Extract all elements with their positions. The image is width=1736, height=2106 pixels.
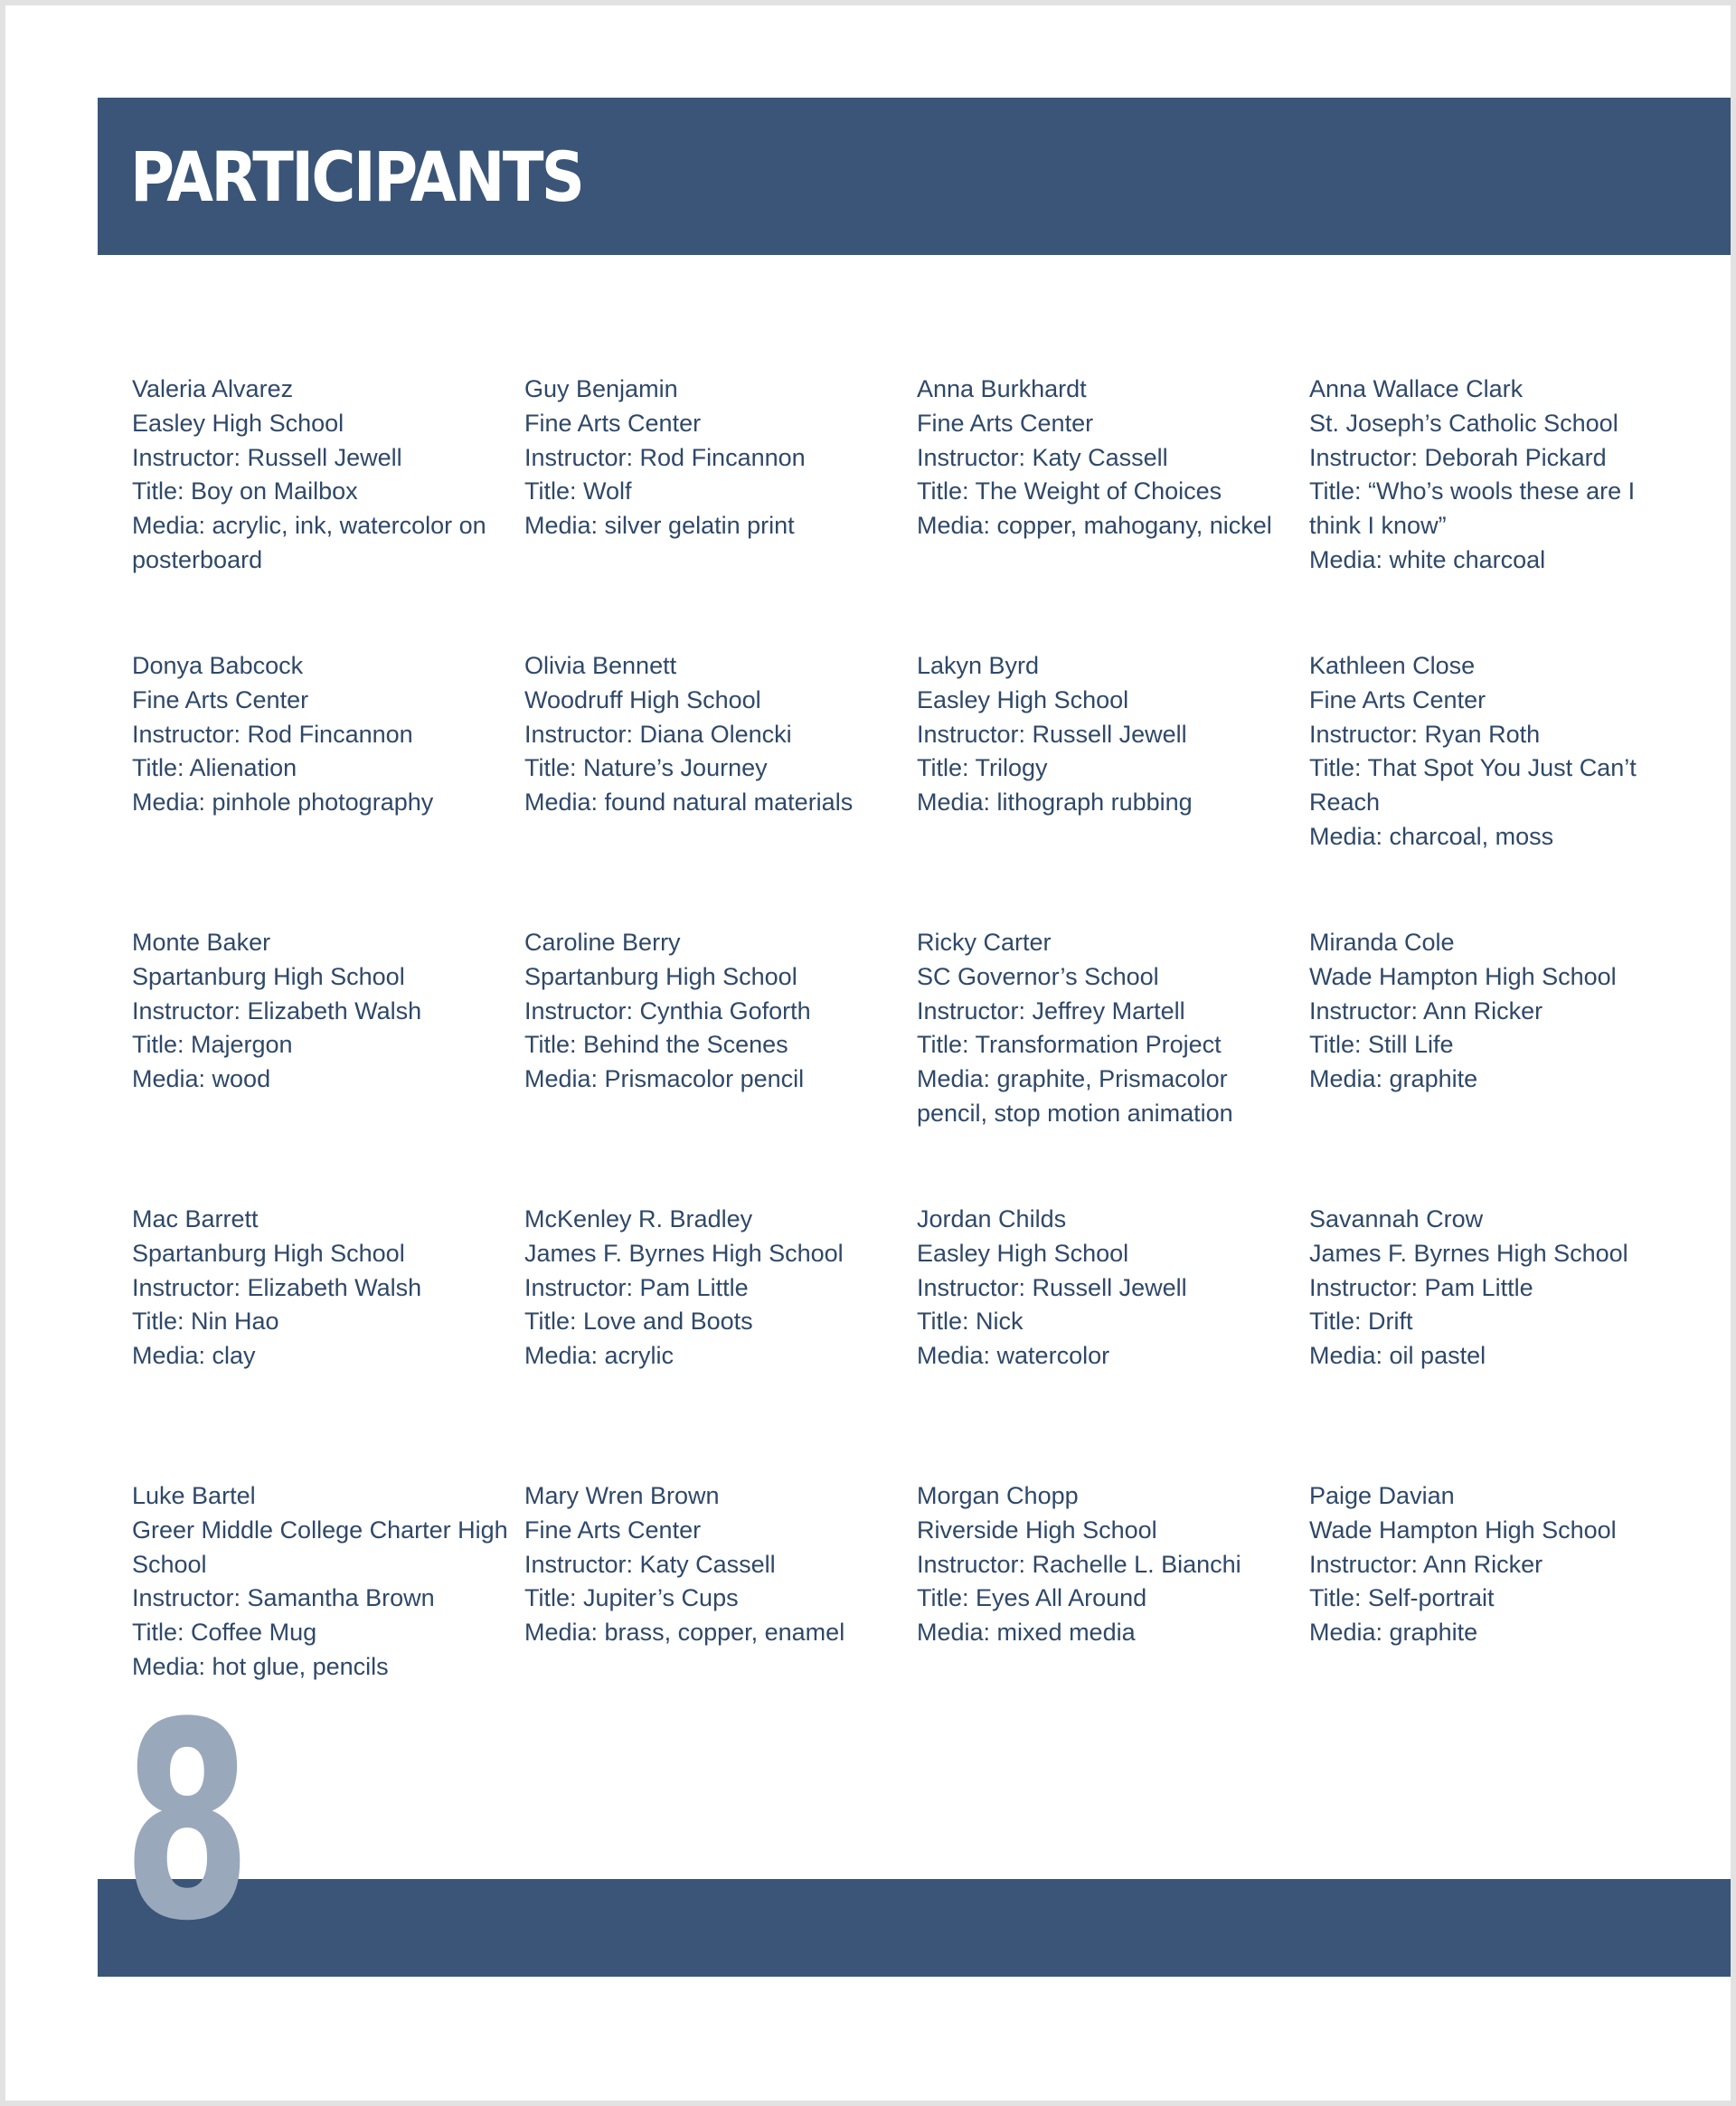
participant-entry bbox=[524, 1203, 917, 1479]
participant-instructor: Instructor: Elizabeth Walsh bbox=[132, 996, 422, 1025]
participant-school: Woodruff High School bbox=[524, 685, 761, 713]
participant-school: Greer Middle College Charter High School bbox=[132, 1516, 508, 1578]
participant-school: Spartanburg High School bbox=[132, 1239, 405, 1267]
participant-name: McKenley R. Bradley bbox=[524, 1205, 753, 1232]
participant-entry bbox=[524, 1479, 917, 1756]
participant-school: Easley High School bbox=[917, 685, 1129, 713]
page-number: 8 bbox=[123, 1665, 251, 1980]
participant-instructor: Instructor: Jeffrey Martell bbox=[917, 996, 1185, 1025]
participant-school: SC Governor’s School bbox=[917, 962, 1159, 990]
participant-title: Title: Transformation Project bbox=[917, 1031, 1222, 1059]
participant-media: Media: pinhole photography bbox=[132, 789, 434, 817]
participant-media: Media: copper, mahogany, nickel bbox=[917, 512, 1272, 540]
participant-media: Media: acrylic, ink, watercolor on posterboard bbox=[132, 512, 486, 573]
participant-entry bbox=[1309, 649, 1702, 926]
participant-media: Media: mixed media bbox=[917, 1619, 1136, 1647]
participant-school: St. Joseph’s Catholic School bbox=[1309, 409, 1618, 437]
participant-instructor: Instructor: Ann Ricker bbox=[1309, 996, 1543, 1025]
participant-title: Title: Nature’s Journey bbox=[524, 754, 768, 782]
participant-name: Morgan Chopp bbox=[917, 1482, 1079, 1509]
participant-instructor: Instructor: Katy Cassell bbox=[917, 443, 1168, 471]
participant-school: Fine Arts Center bbox=[917, 409, 1094, 437]
participant-school: James F. Byrnes High School bbox=[1309, 1239, 1628, 1267]
participants-grid bbox=[132, 373, 1714, 1756]
participant-instructor: Instructor: Katy Cassell bbox=[524, 1550, 776, 1578]
participant-entry bbox=[132, 649, 524, 926]
participant-entry bbox=[524, 649, 917, 926]
participant-entry bbox=[524, 926, 917, 1203]
participant-title: Title: Trilogy bbox=[917, 754, 1048, 782]
participant-title: Title: Coffee Mug bbox=[132, 1619, 317, 1647]
participant-media: Media: graphite bbox=[1309, 1619, 1478, 1647]
participant-school: Fine Arts Center bbox=[524, 1516, 702, 1544]
participant-instructor: Instructor: Rod Fincannon bbox=[524, 443, 806, 471]
participant-school: James F. Byrnes High School bbox=[524, 1239, 844, 1267]
page bbox=[5, 5, 1731, 2101]
participant-media: Media: wood bbox=[132, 1065, 271, 1093]
header-band bbox=[98, 98, 1731, 255]
participant-entry bbox=[1309, 1479, 1702, 1756]
participant-instructor: Instructor: Elizabeth Walsh bbox=[132, 1273, 422, 1301]
participant-title: Title: Eyes All Around bbox=[917, 1584, 1147, 1612]
participant-instructor: Instructor: Rachelle L. Bianchi bbox=[917, 1550, 1241, 1578]
participant-entry bbox=[132, 373, 524, 649]
participant-title: Title: Alienation bbox=[132, 754, 297, 782]
participant-media: Media: acrylic bbox=[524, 1342, 675, 1370]
participant-entry bbox=[1309, 373, 1702, 649]
participant-name: Guy Benjamin bbox=[524, 375, 678, 402]
participant-name: Lakyn Byrd bbox=[917, 652, 1040, 679]
participant-title: Title: That Spot You Just Can’t Reach bbox=[1309, 754, 1637, 817]
participant-school: Fine Arts Center bbox=[1309, 685, 1486, 713]
participant-title: Title: Still Life bbox=[1309, 1031, 1454, 1059]
participant-name: Olivia Bennett bbox=[524, 652, 677, 679]
participant-entry bbox=[917, 373, 1309, 649]
participant-instructor: Instructor: Ann Ricker bbox=[1309, 1550, 1543, 1578]
participant-media: Media: hot glue, pencils bbox=[132, 1652, 389, 1680]
participant-instructor: Instructor: Pam Little bbox=[524, 1273, 749, 1301]
participant-name: Anna Burkhardt bbox=[917, 375, 1087, 402]
participant-instructor: Instructor: Russell Jewell bbox=[917, 720, 1187, 748]
participant-entry bbox=[917, 926, 1309, 1203]
participant-instructor: Instructor: Rod Fincannon bbox=[132, 720, 413, 748]
participant-name: Kathleen Close bbox=[1309, 652, 1476, 679]
participant-title: Title: Behind the Scenes bbox=[524, 1031, 788, 1059]
participant-school: Spartanburg High School bbox=[132, 962, 405, 990]
participant-title: Title: Drift bbox=[1309, 1308, 1413, 1336]
participant-instructor: Instructor: Cynthia Goforth bbox=[524, 996, 811, 1025]
participant-entry bbox=[917, 1479, 1309, 1756]
participant-name: Donya Babcock bbox=[132, 652, 304, 679]
participant-media: Media: silver gelatin print bbox=[524, 512, 795, 540]
participant-media: Media: clay bbox=[132, 1342, 256, 1370]
participant-school: Riverside High School bbox=[917, 1516, 1157, 1544]
participant-media: Media: brass, copper, enamel bbox=[524, 1619, 845, 1647]
participant-entry bbox=[132, 926, 524, 1203]
participant-school: Spartanburg High School bbox=[524, 962, 797, 990]
participant-name: Jordan Childs bbox=[917, 1205, 1067, 1232]
footer-band bbox=[98, 1879, 1731, 1977]
participant-instructor: Instructor: Russell Jewell bbox=[132, 443, 402, 471]
participant-instructor: Instructor: Russell Jewell bbox=[917, 1273, 1187, 1301]
participant-title: Title: Jupiter’s Cups bbox=[524, 1584, 739, 1612]
participant-instructor: Instructor: Deborah Pickard bbox=[1309, 443, 1607, 471]
participant-title: Title: “Who’s wools these are I think I know” bbox=[1309, 477, 1636, 540]
participant-entry bbox=[524, 373, 917, 649]
participant-name: Monte Baker bbox=[132, 929, 271, 956]
participant-media: Media: Prismacolor pencil bbox=[524, 1065, 805, 1093]
participant-name: Mary Wren Brown bbox=[524, 1482, 720, 1509]
page-title: PARTICIPANTS bbox=[130, 137, 583, 217]
participant-name: Luke Bartel bbox=[132, 1482, 256, 1509]
participant-entry bbox=[132, 1203, 524, 1479]
participant-media: Media: white charcoal bbox=[1309, 545, 1546, 573]
participant-school: Easley High School bbox=[917, 1239, 1129, 1267]
participant-media: Media: found natural materials bbox=[524, 789, 854, 817]
participant-media: Media: watercolor bbox=[917, 1342, 1110, 1370]
participant-entry bbox=[1309, 1203, 1702, 1479]
participant-name: Anna Wallace Clark bbox=[1309, 375, 1524, 402]
participant-media: Media: charcoal, moss bbox=[1309, 822, 1554, 850]
participant-title: Title: Boy on Mailbox bbox=[132, 477, 358, 505]
participant-title: Title: Nin Hao bbox=[132, 1308, 279, 1336]
participant-title: Title: Majergon bbox=[132, 1031, 293, 1059]
participant-title: Title: Love and Boots bbox=[524, 1308, 753, 1336]
participant-title: Title: The Weight of Choices bbox=[917, 477, 1222, 505]
participant-media: Media: oil pastel bbox=[1309, 1342, 1486, 1370]
participant-instructor: Instructor: Pam Little bbox=[1309, 1273, 1533, 1301]
participant-school: Fine Arts Center bbox=[132, 685, 309, 713]
participant-title: Title: Nick bbox=[917, 1308, 1024, 1336]
participant-entry bbox=[1309, 926, 1702, 1203]
participant-title: Title: Self-portrait bbox=[1309, 1584, 1495, 1612]
participant-entry bbox=[917, 649, 1309, 926]
participant-school: Wade Hampton High School bbox=[1309, 962, 1617, 990]
participant-school: Fine Arts Center bbox=[524, 409, 702, 437]
participant-school: Easley High School bbox=[132, 409, 344, 437]
participant-media: Media: graphite, Prismacolor pencil, stop motion animation bbox=[917, 1065, 1233, 1127]
participant-name: Ricky Carter bbox=[917, 929, 1052, 956]
participant-instructor: Instructor: Diana Olencki bbox=[524, 720, 792, 748]
participant-name: Caroline Berry bbox=[524, 929, 681, 956]
participant-instructor: Instructor: Samantha Brown bbox=[132, 1584, 435, 1612]
participant-media: Media: lithograph rubbing bbox=[917, 789, 1193, 817]
participant-name: Mac Barrett bbox=[132, 1205, 259, 1232]
participant-name: Miranda Cole bbox=[1309, 929, 1455, 956]
participant-entry bbox=[917, 1203, 1309, 1479]
participant-name: Paige Davian bbox=[1309, 1482, 1455, 1509]
participant-instructor: Instructor: Ryan Roth bbox=[1309, 720, 1541, 748]
participant-name: Savannah Crow bbox=[1309, 1205, 1484, 1232]
participant-title: Title: Wolf bbox=[524, 477, 632, 505]
participant-school: Wade Hampton High School bbox=[1309, 1516, 1617, 1544]
participant-media: Media: graphite bbox=[1309, 1065, 1478, 1093]
participant-name: Valeria Alvarez bbox=[132, 375, 294, 402]
